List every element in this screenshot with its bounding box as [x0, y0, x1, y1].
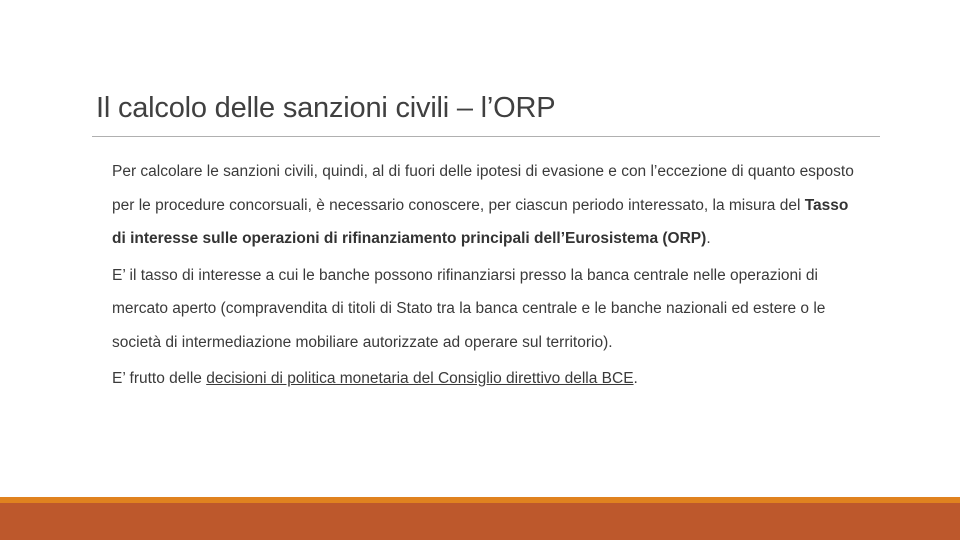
slide-body [112, 155, 862, 399]
paragraph-bce-decisions-end: . [633, 370, 638, 387]
bce-decisions-link[interactable]: decisioni di politica monetaria del Consiglio direttivo della BCE [206, 370, 634, 387]
paragraph-orp-definition-text: Per calcolare le sanzioni civili, quindi, al di fuori delle ipotesi di evasione e con l’eccezione di quanto esposto per le procedure concorsuali, è necessario conoscere, per ciascun periodo interessato, la misura del [112, 163, 854, 214]
title-divider [92, 136, 880, 137]
orp-rate-bold-term: Tasso di interesse sulle operazioni di rifinanziamento principali dell’Eurosistema (ORP) [112, 196, 849, 247]
slide-title: Il calcolo delle sanzioni civili – l’ORP [96, 92, 556, 124]
paragraph-orp-definition-end: . [706, 230, 711, 247]
paragraph-rate-explanation: E’ il tasso di interesse a cui le banche possono rifinanziarsi presso la banca centrale nelle operazioni di mercato aperto (compravendita di titoli di Stato tra la banca centrale e le banche nazionali ed estere o le società di intermediazione mobiliare autorizzate ad operare sul territorio). [112, 266, 826, 351]
paragraph-bce-decisions-text: E’ frutto delle [112, 370, 207, 387]
paragraph-bce-decisions [112, 362, 862, 396]
footer-accent-bar [0, 503, 960, 540]
paragraph-orp-definition [112, 155, 862, 256]
